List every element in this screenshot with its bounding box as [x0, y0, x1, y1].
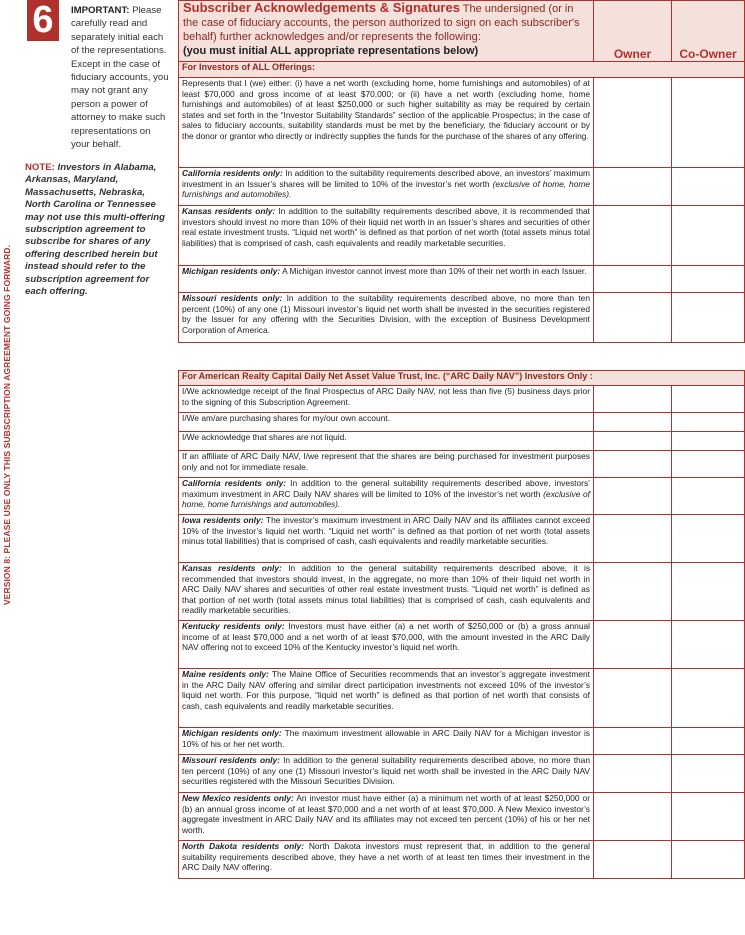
representation-text: I/We acknowledge receipt of the final Prospectus of ARC Daily NAV, not less than five (5) business days prior to the signing of this Subscription Agreement. — [179, 386, 594, 413]
representation-text: North Dakota residents only: North Dakota investors must represent that, in addition to the general suitability requirements described above, they have a net worth of at least ten times their investment in the ARC Daily NAV offering. — [179, 841, 594, 879]
representation-text: California residents only: In addition to the general suitability requirements described above, investors’ maximum investment in ARC Daily NAV shares will be limited to 10% of the investor’s net worth (exclusive of home, home furnishings and automobiles). — [179, 478, 594, 515]
representation-text: I/We am/are purchasing shares for my/our own account. — [179, 413, 594, 432]
co-owner-initial-box[interactable] — [672, 755, 745, 793]
co-owner-initial-box[interactable] — [672, 266, 745, 293]
note-text: Investors in Alabama, Arkansas, Maryland, Massachusetts, Nebraska, North Carolina or Tennessee may not use this multi-offering subscription agreement to subscribe for shares of any offering described herein but instead should refer to the subscription agreement for each offering. — [25, 162, 166, 298]
co-owner-column-header: Co-Owner — [672, 1, 745, 62]
owner-initial-box[interactable] — [594, 432, 672, 451]
header-row — [179, 1, 745, 62]
important-label: IMPORTANT: — [71, 5, 130, 16]
co-owner-initial-box[interactable] — [672, 841, 745, 879]
table-row — [179, 432, 745, 451]
co-owner-initial-box[interactable] — [672, 793, 745, 841]
header-intro: The undersigned (or in the case of fiduciary accounts, the person authorized to sign on each subscriber's behalf) further acknowledges and/or represents the following: — [183, 3, 580, 43]
step-number: 6 — [27, 0, 59, 41]
co-owner-initial-box[interactable] — [672, 728, 745, 755]
owner-initial-box[interactable] — [594, 793, 672, 841]
representations-table-all — [178, 0, 745, 343]
representation-text: Represents that I (we) either: (i) have a net worth (excluding home, home furnishings and automobiles) of at least $70,000 and gross income of at least $70,000; or (ii) have a net worth (excluding home, home furnishings and automobiles) of at least $250,000 or such higher suitability as may be required by certain states and set forth in the “Investor Suitability Standards” section of the applicable Prospectus; in the case of sales to fiduciary accounts, suitability standards must be met by the beneficiary, the fiduciary account or by the donor or grantor who directly or indirectly supplies the funds for the purchase of the shares of any offering. — [179, 78, 594, 168]
representation-text: Kentucky residents only: Investors must have either (a) a net worth of $250,000 or (b) a gross annual income of at least $70,000 and a net worth of at least $70,000, with the amount invested in the ARC Daily NAV offering not to exceed 10% of the Kentucky investor’s liquid net worth. — [179, 621, 594, 669]
owner-initial-box[interactable] — [594, 515, 672, 563]
representation-text: Kansas residents only: In addition to the general suitability requirements described above, it is recommended that investors should invest, in the aggregate, no more than 10% of their liquid net worth in ARC Daily NAV shares and securities of other real estate investment trusts. “Liquid net worth” is defined as that portion of net worth (total assets minus total liabilities) that is comprised of cash, cash equivalents and readily marketable securities. — [179, 563, 594, 621]
table-row — [179, 413, 745, 432]
table-row — [179, 793, 745, 841]
owner-initial-box[interactable] — [594, 413, 672, 432]
co-owner-initial-box[interactable] — [672, 206, 745, 266]
co-owner-initial-box[interactable] — [672, 293, 745, 343]
section2-title: For American Realty Capital Daily Net Asset Value Trust, Inc. (“ARC Daily NAV”) Investors Only : — [179, 371, 745, 386]
owner-initial-box[interactable] — [594, 563, 672, 621]
section-header-row — [179, 62, 745, 78]
note-label: NOTE: — [25, 162, 55, 173]
owner-initial-box[interactable] — [594, 728, 672, 755]
co-owner-initial-box[interactable] — [672, 386, 745, 413]
section-header-row — [179, 371, 745, 386]
owner-initial-box[interactable] — [594, 841, 672, 879]
co-owner-initial-box[interactable] — [672, 432, 745, 451]
owner-initial-box[interactable] — [594, 206, 672, 266]
representation-text: California residents only: In addition to the suitability requirements described above, an investors’ maximum investment in an Issuer’s shares will be limited to 10% of the investor’s net worth (exclusive of home, home furnishings and automobiles). — [179, 168, 594, 206]
table-row — [179, 515, 745, 563]
state-restriction-note — [25, 162, 171, 298]
header-instruction: (you must initial ALL appropriate representations below) — [183, 45, 479, 57]
representation-text: Kansas residents only: In addition to the suitability requirements described above, it is recommended that investors should invest no more than 10% of their liquid net worth in an Issuer’s shares and securities of other real estate investment trusts. “Liquid net worth” is defined as that portion of net worth (total assets minus total liabilities) that is comprised of cash, cash equivalents and readily marketable securities. — [179, 206, 594, 266]
co-owner-initial-box[interactable] — [672, 669, 745, 728]
table-row — [179, 755, 745, 793]
vertical-version-notice — [0, 0, 14, 935]
co-owner-initial-box[interactable] — [672, 413, 745, 432]
owner-initial-box[interactable] — [594, 755, 672, 793]
representation-text: Michigan residents only: The maximum investment allowable in ARC Daily NAV for a Michigan investor is 10% of his or her net worth. — [179, 728, 594, 755]
owner-initial-box[interactable] — [594, 621, 672, 669]
section-title: Subscriber Acknowledgements & Signatures — [183, 0, 460, 15]
version-text: VERSION 8: PLEASE USE ONLY THIS SUBSCRIPTION AGREEMENT GOING FORWARD. — [2, 244, 12, 606]
table-row — [179, 728, 745, 755]
representation-text: I/We acknowledge that shares are not liquid. — [179, 432, 594, 451]
table-row — [179, 206, 745, 266]
table-row — [179, 386, 745, 413]
table-row — [179, 451, 745, 478]
table-row — [179, 168, 745, 206]
owner-initial-box[interactable] — [594, 168, 672, 206]
table-row — [179, 669, 745, 728]
representation-text: Iowa residents only: The investor’s maximum investment in ARC Daily NAV and its affiliates cannot exceed 10% of the investor’s liquid net worth. “Liquid net worth” is defined as that portion of net worth (total assets minus total liabilities) that is comprised of cash, cash equivalents and readily marketable securities. — [179, 515, 594, 563]
representation-text: New Mexico residents only: An investor must have either (a) a minimum net worth of at least $250,000 or (b) an annual gross income of at least $70,000 and a net worth of at least $70,000. A New Mexico investor’s aggregate investment in ARC Daily NAV and its affiliates may not exceed ten percent (10%) of his or her net worth. — [179, 793, 594, 841]
table-row — [179, 563, 745, 621]
section1-title: For Investors of ALL Offerings: — [179, 62, 745, 78]
table-row — [179, 266, 745, 293]
owner-initial-box[interactable] — [594, 478, 672, 515]
representation-text: Michigan residents only: A Michigan investor cannot invest more than 10% of their net worth in each Issuer. — [179, 266, 594, 293]
table-row — [179, 293, 745, 343]
representation-text: If an affiliate of ARC Daily NAV, I/we represent that the shares are being purchased for investment purposes only and not for immediate resale. — [179, 451, 594, 478]
owner-column-header: Owner — [594, 1, 672, 62]
table-row — [179, 478, 745, 515]
representation-text: Missouri residents only: In addition to the suitability requirements described above, no more than ten percent (10%) of any one (1) Missouri investor’s liquid net worth shall be invested in the securities registered by the Issuer for any offering with the Securities Division, with the exception of Business Development Corporation of America. — [179, 293, 594, 343]
table-row — [179, 621, 745, 669]
table-row — [179, 841, 745, 879]
co-owner-initial-box[interactable] — [672, 515, 745, 563]
table-row — [179, 78, 745, 168]
owner-initial-box[interactable] — [594, 78, 672, 168]
co-owner-initial-box[interactable] — [672, 168, 745, 206]
important-text: Please carefully read and separately initial each of the representations. Except in the case of fiduciary accounts, you may not grant any person a power of attorney to make such representations on your behalf. — [71, 5, 169, 151]
owner-initial-box[interactable] — [594, 293, 672, 343]
co-owner-initial-box[interactable] — [672, 78, 745, 168]
co-owner-initial-box[interactable] — [672, 451, 745, 478]
representation-text: Maine residents only: The Maine Office of Securities recommends that an investor’s aggregate investment in the ARC Daily NAV offering and similar direct participation investments not exceed 10% of the investor’s liquid net worth. For this purpose, “liquid net worth” is defined as that portion of net worth that consists of cash, cash equivalents and readily marketable securities. — [179, 669, 594, 728]
co-owner-initial-box[interactable] — [672, 478, 745, 515]
representations-table-arc-daily-nav — [178, 370, 745, 879]
owner-initial-box[interactable] — [594, 669, 672, 728]
header-cell — [179, 1, 594, 62]
representation-text: Missouri residents only: In addition to the general suitability requirements described above, no more than ten percent (10%) of any one (1) Missouri investor’s liquid net worth shall be invested in the ARC Daily NAV securities registered with the Missouri Securities Division. — [179, 755, 594, 793]
co-owner-initial-box[interactable] — [672, 563, 745, 621]
owner-initial-box[interactable] — [594, 451, 672, 478]
important-note — [71, 4, 171, 151]
owner-initial-box[interactable] — [594, 386, 672, 413]
owner-initial-box[interactable] — [594, 266, 672, 293]
co-owner-initial-box[interactable] — [672, 621, 745, 669]
